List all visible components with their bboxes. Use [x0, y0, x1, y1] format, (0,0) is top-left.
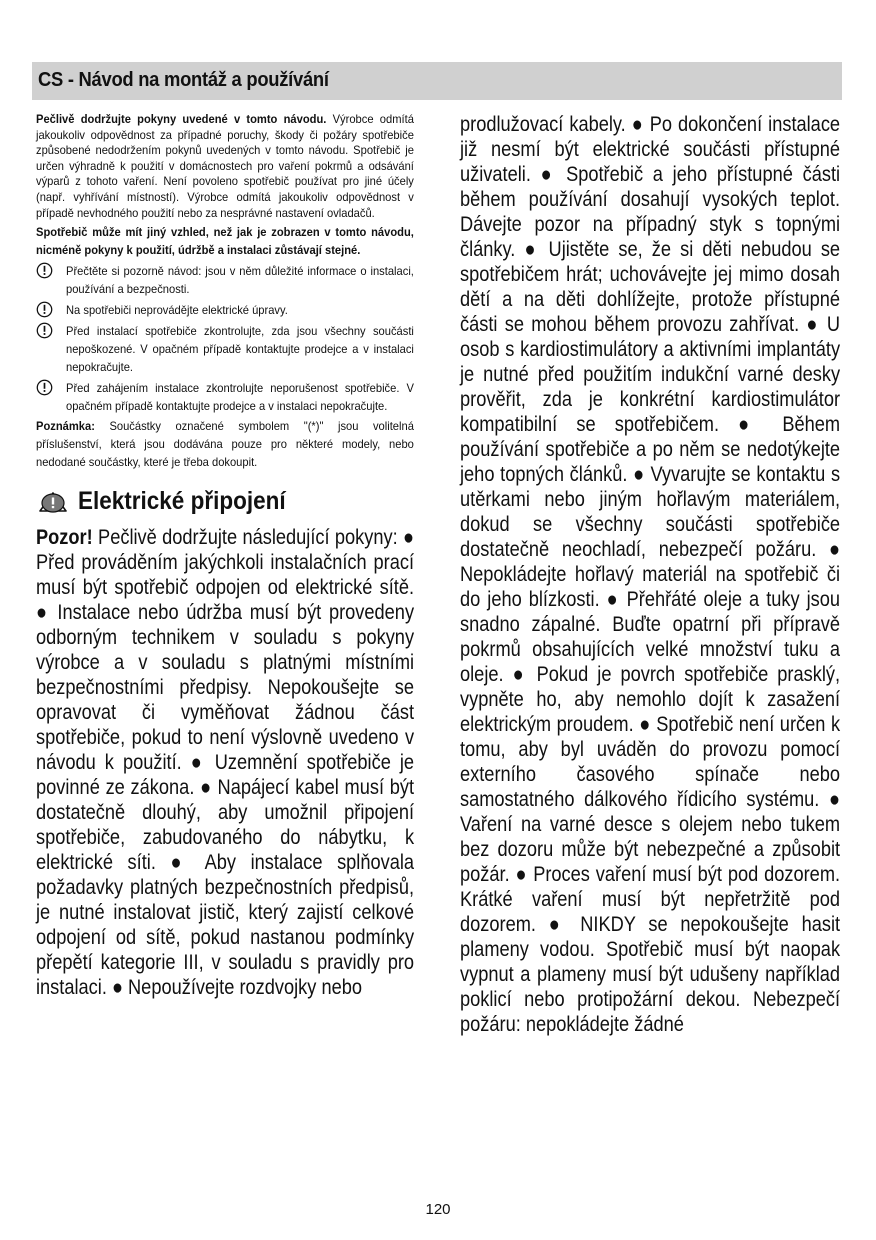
exclamation-circle-icon	[36, 301, 53, 318]
section-lead: Pozor!	[36, 526, 93, 550]
right-column	[460, 112, 840, 1037]
section-text-left: Pečlivě dodržujte následující pokyny: ● Před prováděním jakýchkoli instalačních prací musí být spotřebič odpojen od elektrické sítě. ● Instalace nebo údržba musí být provedeny odborným technikem v souladu s pokyny výrobce a v souladu s platnými místními bezpečnostními předpisy. Nepokoušejte se opravovat či vyměňovat žádnou část spotřebiče, pokud to není výslovně uvedeno v návodu k použití. ● Uzemnění spotřebiče je povinné ze zákona. ● Napájecí kabel musí být dostatečně dlouhý, aby umožnil připojení spotřebiče, zabudovaného do nábytku, k elektrické síti. ● Aby instalace splňovala požadavky platných bezpečnostních předpisů, je nutné instalovat jistič, který zajistí celkové odpojení od sítě, pokud nastanou podmínky přepětí kategorie III, v souladu s pravidly pro instalaci. ● Nepoužívejte rozdvojky nebo	[36, 526, 415, 1000]
remark-text: Součástky označené symbolem "(*)" jsou volitelná příslušenství, která jsou dodávána pouze pro některé modely, nebo nedodané součástky, které je třeba dokoupit.	[36, 419, 414, 470]
section-body-right: prodlužovací kabely. ● Po dokončení instalace již nesmí být elektrické součásti přístupné uživateli. ● Spotřebič a jeho přístupné části během používání dosahují vysokých teplot. Dávejte pozor na případný styk s topnými články. ● Ujistěte se, že si děti nebudou se spotřebičem hrát; uchovávejte jej mimo dosah dětí a na děti dohlížejte, protože přístupné části se mohou během provozu zahřívat. ● U osob s kardiostimulátory a aktivními implantáty je nutné před použitím indukční varné desky prověřit, zda je konkrétní kardiostimulátor kompatibilní se spotřebičem. ● Během používání spotřebiče a po něm se nedotýkejte jeho topných článků. ● Vyvarujte se kontaktu s utěrkami nebo jiným hořlavým materiálem, dokud se všechny součásti spotřebiče dostatečně neochladí, nebezpečí požáru. ● Nepokládejte hořlavý materiál na spotřebič či do jeho blízkosti. ● Přehřáté oleje a tuky jsou snadno zápalné. Buďte opatrní při přípravě pokrmů obsahujících velké množství tuku a oleje. ● Pokud je povrch spotřebiče prasklý, vypněte ho, aby nemohlo dojít k zasažení elektrickým proudem. ● Spotřebič není určen k tomu, aby byl uváděn do provozu pomocí externího časového spínače nebo samostatného dálkového řídicího systému. ● Vaření na varné desce s olejem nebo tukem bez dozoru může být nebezpečné a způsobit požár. ● Proces vaření musí být pod dozorem. Krátké vaření musí být nepřetržitě pod dozorem. ● NIKDY se nepokoušejte hasit plameny vodou. Spotřebič musí být naopak vypnut a plameny musí být udušeny například poklicí nebo protipožární dekou. Nebezpečí požáru: nepokládejte žádné	[460, 113, 841, 1036]
intro-paragraph	[36, 112, 414, 221]
warning-triangle-icon	[38, 491, 68, 513]
remark-label: Poznámka:	[36, 419, 95, 434]
note-text: Přečtěte si pozorně návod: jsou v něm důležité informace o instalaci, používání a bezpečnosti.	[66, 264, 414, 297]
note-no-modifications	[36, 301, 414, 319]
note-text: Před instalací spotřebiče zkontrolujte, zda jsou všechny součásti nepoškozené. V opačném případě kontaktujte prodejce a v instalaci nepokračujte.	[66, 324, 414, 375]
note-text: Před zahájením instalace zkontrolujte neporušenost spotřebiče. V opačném případě kontaktujte prodejce a v instalaci nepokračujte.	[66, 381, 414, 414]
header-bar	[32, 62, 842, 100]
exclamation-circle-icon	[36, 322, 53, 339]
section-body-left	[36, 525, 414, 1000]
note-text: Na spotřebiči neprovádějte elektrické úpravy.	[66, 303, 288, 318]
exclamation-circle-icon	[36, 379, 53, 396]
note-check-parts	[36, 322, 414, 376]
page-title: CS - Návod na montáž a používání	[38, 69, 329, 91]
appearance-note: Spotřebič může mít jiný vzhled, než jak je zobrazen v tomto návodu, nicméně pokyny k použití, údržbě a instalaci zůstávají stejné.	[36, 225, 414, 258]
left-column	[36, 112, 414, 1000]
remark-paragraph	[36, 417, 414, 471]
section-title: Elektrické připojení	[78, 487, 286, 516]
intro-text: Výrobce odmítá jakoukoliv odpovědnost za případné poruchy, škody či požáry spotřebiče způsobené nedodržením pokynů uvedených v tomto návodu. Spotřebič je určen výhradně k použití v domácnostech pro vaření pokrmů a odsávání výparů z tohoto vaření. Není povoleno spotřebič používat pro jiné účely (např. vyhřívání místností). Výrobce odmítá jakoukoliv odpovědnost v případě nevhodného použití nebo za nesprávné nastavení ovladačů.	[36, 112, 414, 220]
page-number: 120	[425, 1201, 451, 1218]
exclamation-circle-icon	[36, 262, 53, 279]
note-check-integrity	[36, 379, 414, 415]
section-heading	[36, 485, 414, 525]
note-read-manual	[36, 262, 414, 298]
intro-lead: Pečlivě dodržujte pokyny uvedené v tomto návodu.	[36, 112, 327, 126]
